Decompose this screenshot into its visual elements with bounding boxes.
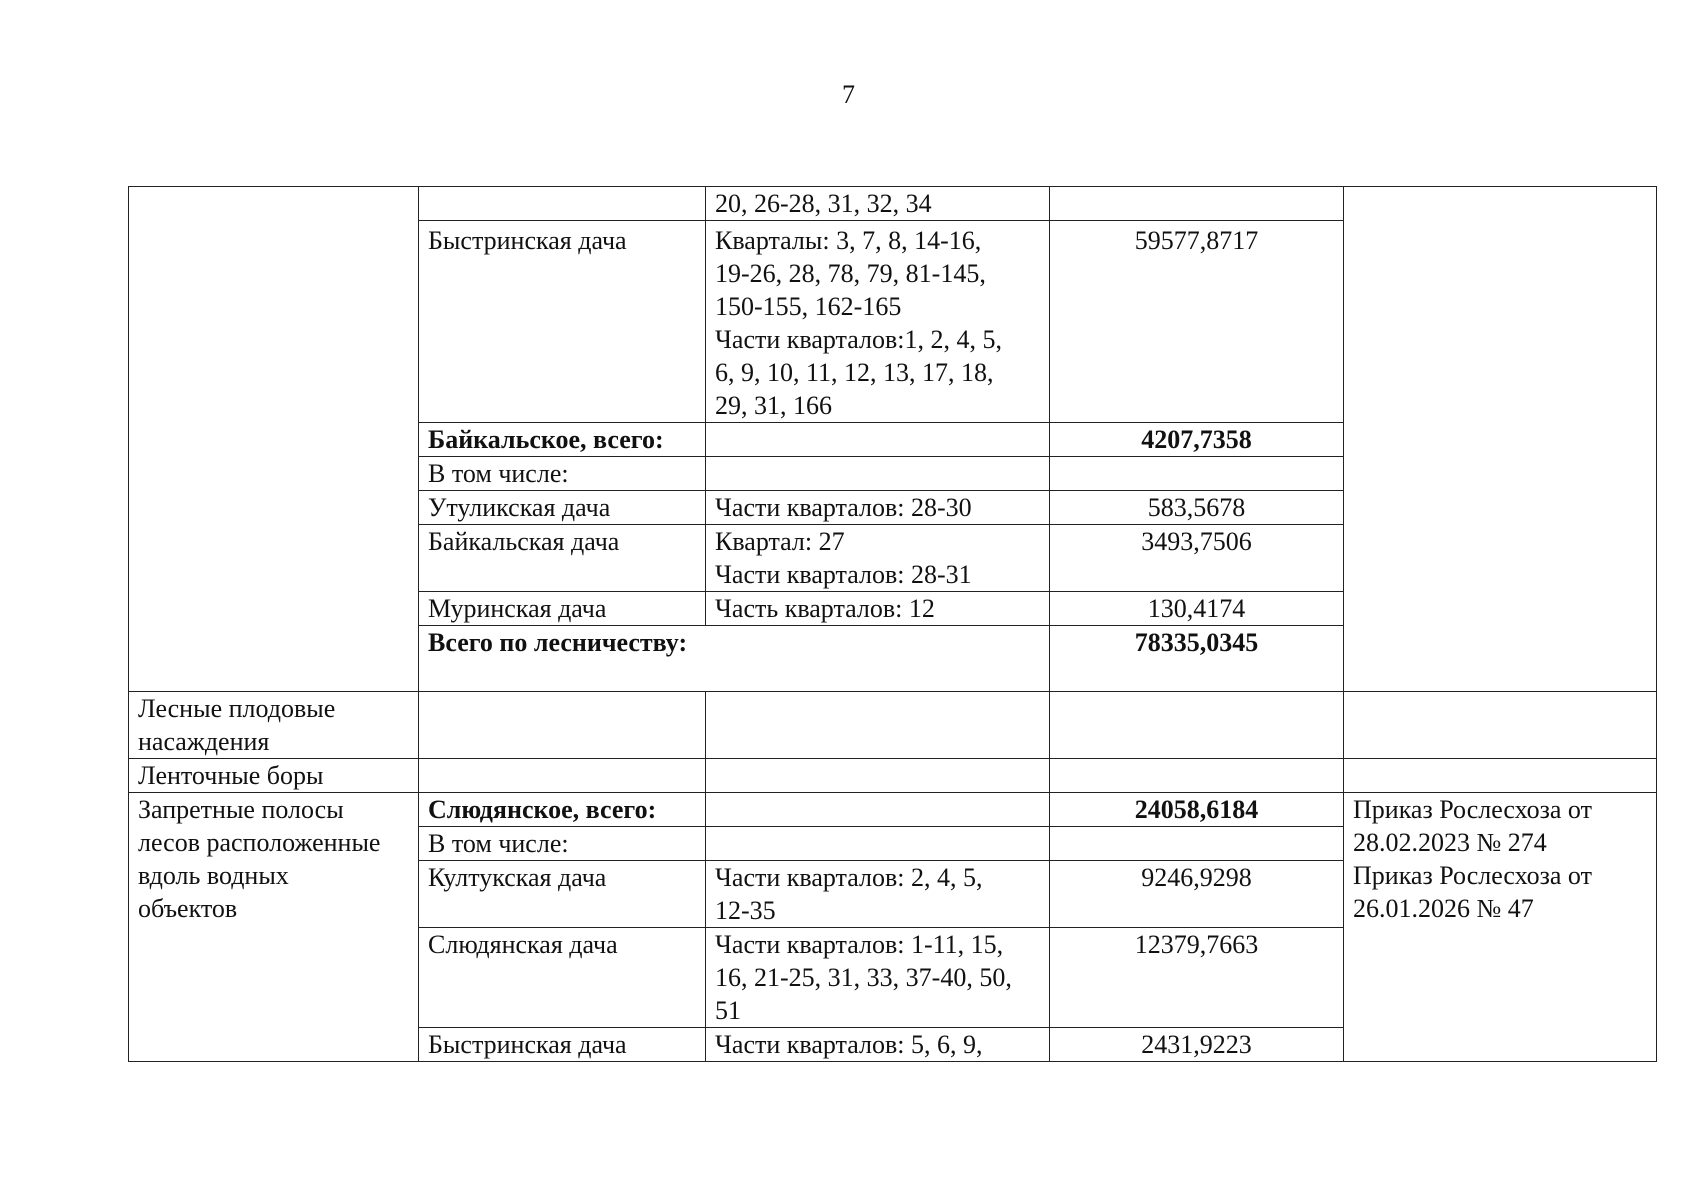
quarters-cell bbox=[706, 457, 1050, 491]
area-cell: 3493,7506 bbox=[1050, 525, 1344, 592]
division-cell: В том числе: bbox=[419, 457, 706, 491]
quarters-cell: Части кварталов: 5, 6, 9, bbox=[706, 1028, 1050, 1062]
division-cell: Муринская дача bbox=[419, 592, 706, 626]
table-row bbox=[129, 187, 1657, 221]
quarters-cell bbox=[706, 759, 1050, 793]
category-cell: Лесные плодовые насаждения bbox=[129, 692, 419, 759]
area-cell: 24058,6184 bbox=[1050, 793, 1344, 827]
category-cell bbox=[129, 187, 419, 692]
quarters-cell: Квартал: 27 Части кварталов: 28-31 bbox=[706, 525, 1050, 592]
quarters-cell bbox=[706, 793, 1050, 827]
division-cell bbox=[419, 187, 706, 221]
area-cell: 2431,9223 bbox=[1050, 1028, 1344, 1062]
area-cell: 130,4174 bbox=[1050, 592, 1344, 626]
basis-cell: Приказ Рослесхоза от 28.02.2023 № 274 Приказ Рослесхоза от 26.01.2026 № 47 bbox=[1344, 793, 1657, 1062]
quarters-cell: Части кварталов: 2, 4, 5, 12-35 bbox=[706, 861, 1050, 928]
forest-table bbox=[128, 186, 1657, 1062]
quarters-cell bbox=[706, 827, 1050, 861]
area-cell bbox=[1050, 827, 1344, 861]
division-cell: Байкальское, всего: bbox=[419, 423, 706, 457]
basis-cell bbox=[1344, 759, 1657, 793]
area-cell: 9246,9298 bbox=[1050, 861, 1344, 928]
category-cell: Ленточные боры bbox=[129, 759, 419, 793]
quarters-cell: Части кварталов: 1-11, 15, 16, 21-25, 31, 33, 37-40, 50, 51 bbox=[706, 928, 1050, 1028]
area-cell: 4207,7358 bbox=[1050, 423, 1344, 457]
area-cell bbox=[1050, 187, 1344, 221]
area-cell bbox=[1050, 457, 1344, 491]
division-cell: Слюдянское, всего: bbox=[419, 793, 706, 827]
table-row bbox=[129, 692, 1657, 759]
area-cell: 59577,8717 bbox=[1050, 221, 1344, 423]
page-number: 7 bbox=[842, 80, 855, 109]
forestry-total-label: Всего по лесничеству: bbox=[419, 626, 1050, 692]
quarters-cell bbox=[706, 423, 1050, 457]
area-cell: 12379,7663 bbox=[1050, 928, 1344, 1028]
division-cell: Слюдянская дача bbox=[419, 928, 706, 1028]
basis-cell bbox=[1344, 187, 1657, 692]
division-cell: В том числе: bbox=[419, 827, 706, 861]
division-cell: Култукская дача bbox=[419, 861, 706, 928]
division-cell bbox=[419, 759, 706, 793]
quarters-cell: Часть кварталов: 12 bbox=[706, 592, 1050, 626]
quarters-cell: Кварталы: 3, 7, 8, 14-16, 19-26, 28, 78, 79, 81-145, 150-155, 162-165 Части кварталов:1, 2, 4, 5, 6, 9, 10, 11, 12, 13, 17, 18, 29, 31, 166 bbox=[706, 221, 1050, 423]
quarters-cell: Части кварталов: 28-30 bbox=[706, 491, 1050, 525]
division-cell: Утуликская дача bbox=[419, 491, 706, 525]
table-row bbox=[129, 759, 1657, 793]
division-cell: Быстринская дача bbox=[419, 221, 706, 423]
quarters-cell bbox=[706, 692, 1050, 759]
area-cell bbox=[1050, 692, 1344, 759]
area-cell: 583,5678 bbox=[1050, 491, 1344, 525]
area-cell: 78335,0345 bbox=[1050, 626, 1344, 692]
division-cell bbox=[419, 692, 706, 759]
quarters-cell: 20, 26-28, 31, 32, 34 bbox=[706, 187, 1050, 221]
area-cell bbox=[1050, 759, 1344, 793]
division-cell: Быстринская дача bbox=[419, 1028, 706, 1062]
division-cell: Байкальская дача bbox=[419, 525, 706, 592]
basis-cell bbox=[1344, 692, 1657, 759]
table-row bbox=[129, 793, 1657, 827]
category-cell: Запретные полосы лесов расположенные вдоль водных объектов bbox=[129, 793, 419, 1062]
